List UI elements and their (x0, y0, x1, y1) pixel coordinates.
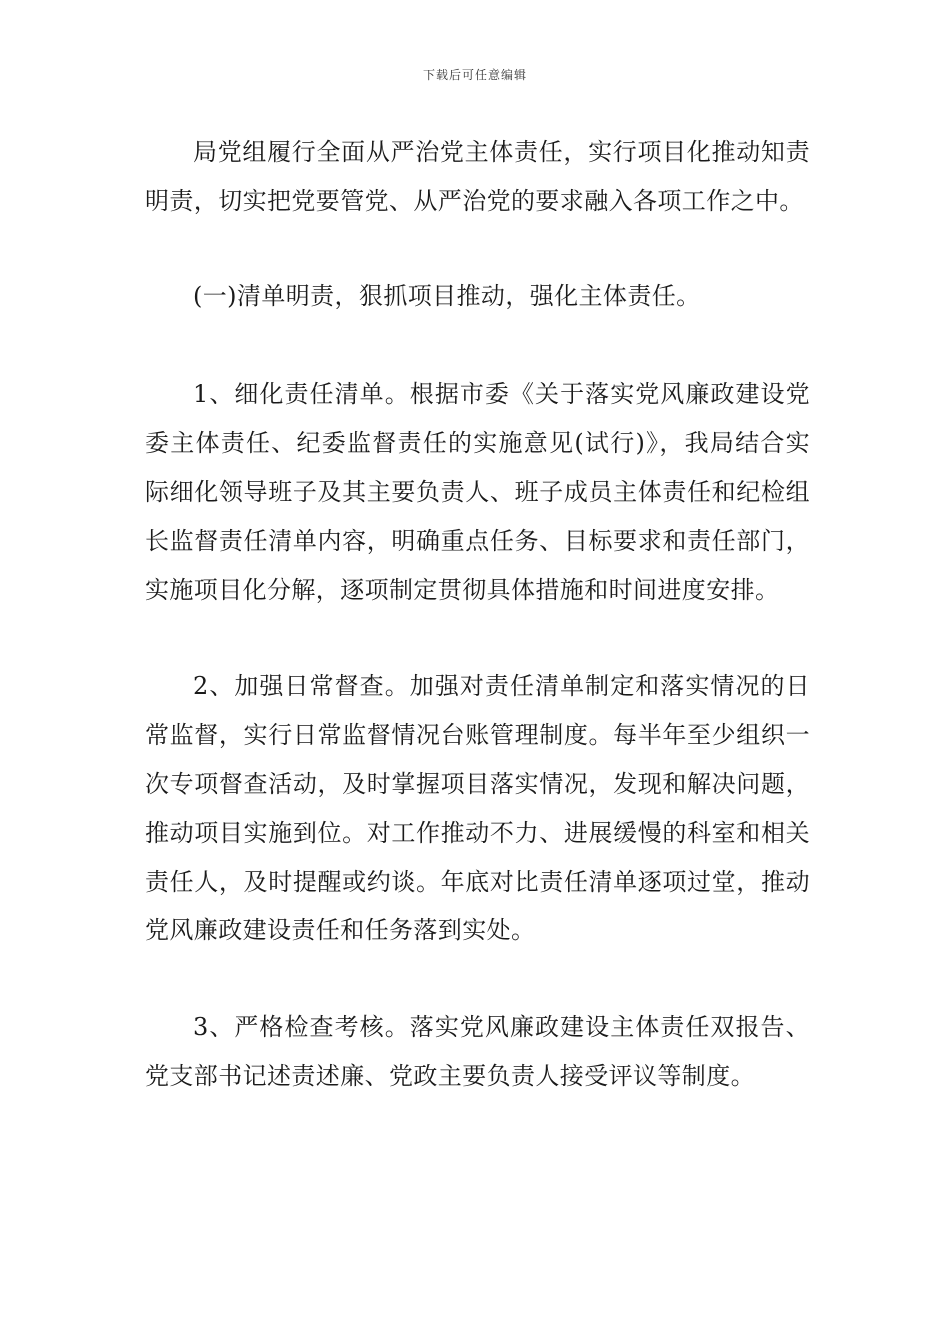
paragraph-item-2: 2、加强日常督查。加强对责任清单制定和落实情况的日常监督，实行日常监督情况台账管理制度。每半年至少组织一次专项督查活动，及时掌握项目落实情况，发现和解决问题，推动项目实施到位。对工作推动不力、进展缓慢的科室和相关责任人，及时提醒或约谈。年底对比责任清单逐项过堂，推动党风廉政建设责任和任务落到实处。 (145, 672, 810, 945)
document-body (145, 128, 810, 1101)
paragraph-item-3: 3、严格检查考核。落实党风廉政建设主体责任双报告、党支部书记述责述廉、党政主要负责人接受评议等制度。 (145, 1013, 810, 1090)
paragraph-intro: 局党组履行全面从严治党主体责任，实行项目化推动知责明责，切实把党要管党、从严治党的要求融入各项工作之中。 (145, 138, 810, 215)
paragraph-item-1: 1、细化责任清单。根据市委《关于落实党风廉政建设党委主体责任、纪委监督责任的实施意见(试行)》，我局结合实际细化领导班子及其主要负责人、班子成员主体责任和纪检组长监督责任清单内容，明确重点任务、目标要求和责任部门，实施项目化分解，逐项制定贯彻具体措施和时间进度安排。 (145, 380, 810, 604)
page-header: 下载后可任意编辑 (422, 68, 527, 82)
section-heading: (一)清单明责，狠抓项目推动，强化主体责任。 (193, 281, 701, 310)
